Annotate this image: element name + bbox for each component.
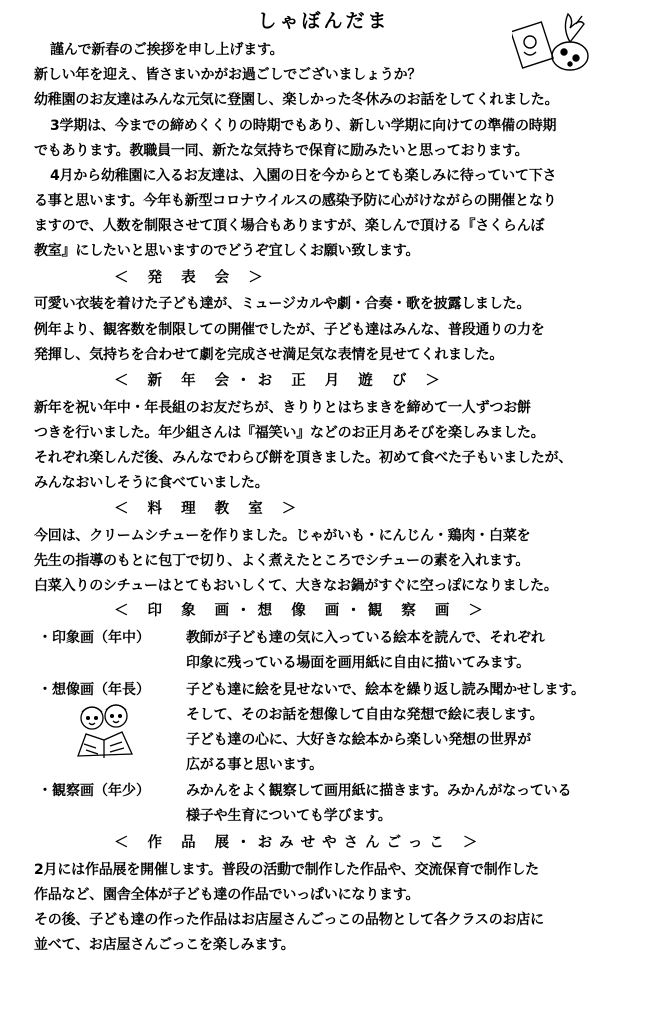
intro-line: ますので、人数を制限させて頂く場合もありますが、楽しんで頂ける『さくらんぼ xyxy=(34,218,545,234)
intro-line: 4月から幼稚園に入るお友達は、入園の日を今からとても楽しみに待っていて下さ xyxy=(50,168,557,184)
item-line: 教師が子ども達の気に入っている絵本を読んで、それぞれ xyxy=(186,630,545,646)
section-line: 今回は、クリームシチューを作りました。じゃがいも・にんじん・鶏肉・白菜を xyxy=(34,528,531,544)
section-heading-happyokai: ＜ 発 表 会 ＞ xyxy=(114,270,270,286)
section-heading-inshoga: ＜ 印 象 画・想 像 画・観 察 画 ＞ xyxy=(114,603,490,619)
item-line: そして、そのお話を想像して自由な発想で絵に表します。 xyxy=(186,707,544,723)
section-line: つきを行いました。年少組さんは『福笑い』などのお正月あそびを楽しみました。 xyxy=(34,425,545,441)
intro-line: 新しい年を迎え、皆さまいかがお過ごしでございましょうか？ xyxy=(34,67,422,83)
section-line: 可愛い衣装を着けた子ども達が、ミュージカルや劇・合奏・歌を披露しました。 xyxy=(34,296,531,312)
children-reading-illustration xyxy=(72,700,138,762)
item-line: 子ども達の心に、大好きな絵本から楽しい発想の世界が xyxy=(186,732,531,748)
section-line: 例年より、観客数を制限しての開催でしたが、子ども達はみんな、普段通りの力を xyxy=(34,322,545,338)
section-line: 白菜入りのシチューはとてもおいしくて、大きなお鍋がすぐに空っぽになりました。 xyxy=(34,578,558,594)
item-line: 印象に残っている場面を画用紙に自由に描いてみます。 xyxy=(186,655,530,671)
intro-line: 教室』にしたいと思いますのでどうぞ宜しくお願い致します。 xyxy=(34,243,420,259)
item-line: 広がる事と思います。 xyxy=(186,757,323,773)
section-line: 2月には作品展を開催します。普段の活動で制作した作品や、交流保育で制作した xyxy=(34,862,539,878)
section-line: 先生の指導のもとに包丁で切り、よく煮えたところでシチューの素を入れます。 xyxy=(34,553,530,569)
intro-line: でもあります。教職員一同、新たな気持ちで保育に励みたいと思っております。 xyxy=(34,143,529,159)
section-line: 発揮し、気持ちを合わせて劇を完成させ満足気な表情を見せてくれました。 xyxy=(34,347,504,363)
intro-line: 幼稚園のお友達はみんな元気に登園し、楽しかった冬休みのお話をしてくれました。 xyxy=(34,92,559,108)
section-heading-ryori: ＜ 料 理 教 室 ＞ xyxy=(114,501,304,517)
section-heading-sakuhinten: ＜ 作 品 展・おみせやさんごっこ ＞ xyxy=(114,835,485,851)
item-line: 子ども達に絵を見せないで、絵本を繰り返し読み聞かせします。 xyxy=(186,682,585,698)
intro-line: る事と思います。今年も新型コロナウイルスの感染予防に心がけながらの開催となり xyxy=(34,193,557,209)
section-line: 新年を祝い年中・年長組のお友だちが、きりりとはちまきを締めて一人ずつお餅 xyxy=(34,400,531,416)
item-line: みかんをよく観察して画用紙に描きます。みかんがなっている xyxy=(186,783,572,799)
intro-line: 謹んで新春のご挨拶を申し上げます。 xyxy=(50,42,284,58)
new-year-decoration-illustration xyxy=(512,6,594,78)
section-line: 作品など、園舎全体が子ども達の作品でいっぱいになります。 xyxy=(34,887,420,903)
section-line: みんなおいしそうに食べていました。 xyxy=(34,475,269,491)
item-label: ・観察画（年少） xyxy=(38,783,150,799)
section-line: 並べて、お店屋さんごっこを楽しみます。 xyxy=(34,937,295,953)
page-title: しゃぼんだま xyxy=(257,10,390,32)
item-label: ・想像画（年長） xyxy=(38,682,150,698)
section-heading-shinnenkai: ＜ 新 年 会・お 正 月 遊 び ＞ xyxy=(114,373,447,389)
section-line: それぞれ楽しんだ後、みんなでわらび餅を頂きました。初めて食べた子もいましたが、 xyxy=(34,450,573,466)
item-label: ・印象画（年中） xyxy=(38,630,150,646)
item-line: 様子や生育についても学びます。 xyxy=(186,808,392,824)
section-line: その後、子ども達の作った作品はお店屋さんごっこの品物として各クラスのお店に xyxy=(34,912,544,928)
intro-line: 3学期は、今までの締めくくりの時期でもあり、新しい学期に向けての準備の時期 xyxy=(50,118,557,134)
